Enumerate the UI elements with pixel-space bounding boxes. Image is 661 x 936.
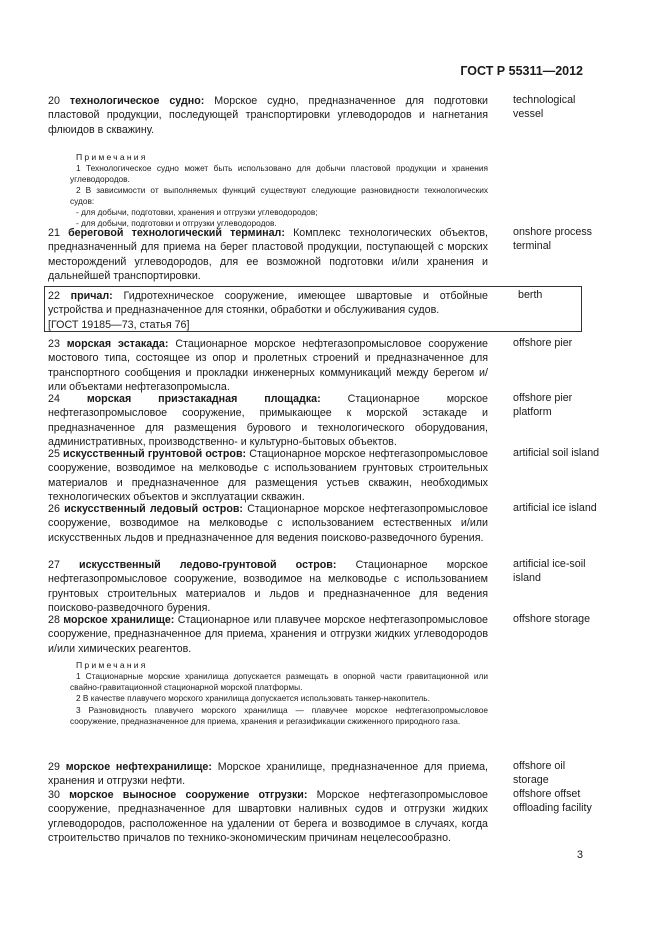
term-name: морское нефтехранилище: xyxy=(65,761,212,773)
term-name: искусственный грунтовой остров: xyxy=(63,448,247,460)
notes-block-1: 1 Технологическое судно может быть использовано для добычи пластовой продукции и хранения углеводородов. 2 В зависимости от выполняемых функций существуют следующие разновидности технологических судов: - для добычи, подготовки, хранения и отгрузки углеводородов; - для добычи, подготовки и отгрузки углеводородов. xyxy=(70,163,488,228)
term-entry-27: 27 искусственный ледово-грунтовой остров: Стационарное морское нефтегазопромысловое сооружение, возводимое на мелководье с использованием грунтовых строительных материалов и льдов и предназначенное для ведения поисково-разведочного бурения. xyxy=(48,559,488,615)
term-english-24: offshore pier platform xyxy=(513,392,573,418)
term-entry-25: 25 искусственный грунтовой остров: Стационарное морское нефтегазопромысловое сооружение, возводимое на мелководье с использованием грунтовых строительных материалов и предназначенное для размещения устьев скважин, необходимых технологических объектов и эксплуатации скважин. xyxy=(48,448,488,504)
term-entry-21: 21 береговой технологический терминал: Комплекс технологических объектов, предназначенный для приема на берег пластовой продукции, поступающей с морских месторождений углеводородов, для ее возможной подготовки и/или хранения и дальнейшей транспортировки. xyxy=(48,227,488,283)
term-english-28: offshore storage xyxy=(513,613,591,625)
notes-title-1: Примечания xyxy=(76,152,148,162)
term-name: береговой технологический терминал: xyxy=(68,227,285,239)
term-english-29: offshore oil storage xyxy=(513,760,566,786)
term-name: причал: xyxy=(70,290,113,302)
term-entry-23: 23 морская эстакада: Стационарное морское нефтегазопромысловое сооружение мостового типа, состоящее из опор и пролетных строений и предназначенное для транспортного сообщения и прокладки инженерных коммуникаций между берегом и/или объектами нефтегазопромысла. xyxy=(48,338,488,394)
term-entry-28: 28 морское хранилище: Стационарное или плавучее морское нефтегазопромысловое сооружение, предназначенное для приема, хранения и отгрузки жидких углеводородов и/или химических реагентов. xyxy=(48,614,488,655)
term-english-27: artificial ice-soil island xyxy=(513,558,586,584)
term-english-22: berth xyxy=(518,289,543,301)
term-name: технологическое судно: xyxy=(69,95,205,107)
standard-header: ГОСТ Р 55311—2012 xyxy=(460,64,583,78)
term-name: искусственный ледовый остров: xyxy=(64,503,243,515)
term-entry-20: 20 технологическое судно: Морское судно, предназначенное для подготовки пластовой продукции, последующей транспортировки углеводородов и нагнетания флюидов в скважину. xyxy=(48,95,488,136)
page-number: 3 xyxy=(576,849,583,861)
term-english-25: artificial soil island xyxy=(513,447,600,459)
term-english-20: technological vessel xyxy=(513,94,576,120)
term-name: морская эстакада: xyxy=(66,338,169,350)
term-name: искусственный ледово-грунтовой остров: xyxy=(79,559,337,571)
term-name: морское выносное сооружение отгрузки: xyxy=(69,789,308,801)
notes-title-2: Примечания xyxy=(76,660,148,670)
term-english-23: offshore pier xyxy=(513,337,573,349)
term-name: морское хранилище: xyxy=(63,614,175,626)
term-entry-26: 26 искусственный ледовый остров: Стационарное морское нефтегазопромысловое сооружение, возводимое на мелководье с использованием естественных и/или искусственных льдов и предназначенное для ведения поисково-разведочного бурения. xyxy=(48,503,488,544)
source-reference: [ГОСТ 19185—73, статья 76] xyxy=(48,318,190,331)
term-english-30: offshore offset offloading facility xyxy=(513,788,592,814)
term-entry-29: 29 морское нефтехранилище: Морское хранилище, предназначенное для приема, хранения и отгрузки нефти. xyxy=(48,761,488,788)
notes-block-2: 1 Стационарные морские хранилища допускается размещать в опорной части гравитационной или свайно-гравитационной стационарной морской платформы. 2 В качестве плавучего морского хранилища допускается использовать танкер-накопитель. 3 Разновидность плавучего морского хранилища — плавучее морское нефтегазопромысловое сооружение, предназначенное для приема, хранения и регазификации сжиженного природного газа. xyxy=(70,671,488,726)
term-entry-24: 24 морская приэстакадная площадка: Стационарное морское нефтегазопромысловое сооружение, примыкающее к морской эстакаде и предназначенное для размещения бурового и технологического оборудования, административных, производственно- и культурно-бытовых объектов. xyxy=(48,393,488,449)
term-english-21: onshore process terminal xyxy=(513,226,593,252)
term-entry-22: 22 причал: Гидротехническое сооружение, имеющее швартовые и отбойные устройства и предназначенное для стоянки, обработки и обслуживания судов. [ГОСТ 19185—73, статья 76] xyxy=(48,290,488,331)
term-entry-30: 30 морское выносное сооружение отгрузки: Морское нефтегазопромысловое сооружение, предназначенное для швартовки наливных судов и отгрузки жидких углеводородов, расположенное на удалении от берега и возводимое в случаях, когда строительство причалов по технико-экономическим причинам нецелесообразно. xyxy=(48,789,488,845)
term-english-26: artificial ice island xyxy=(513,502,597,514)
term-name: морская приэстакадная площадка: xyxy=(86,393,321,405)
